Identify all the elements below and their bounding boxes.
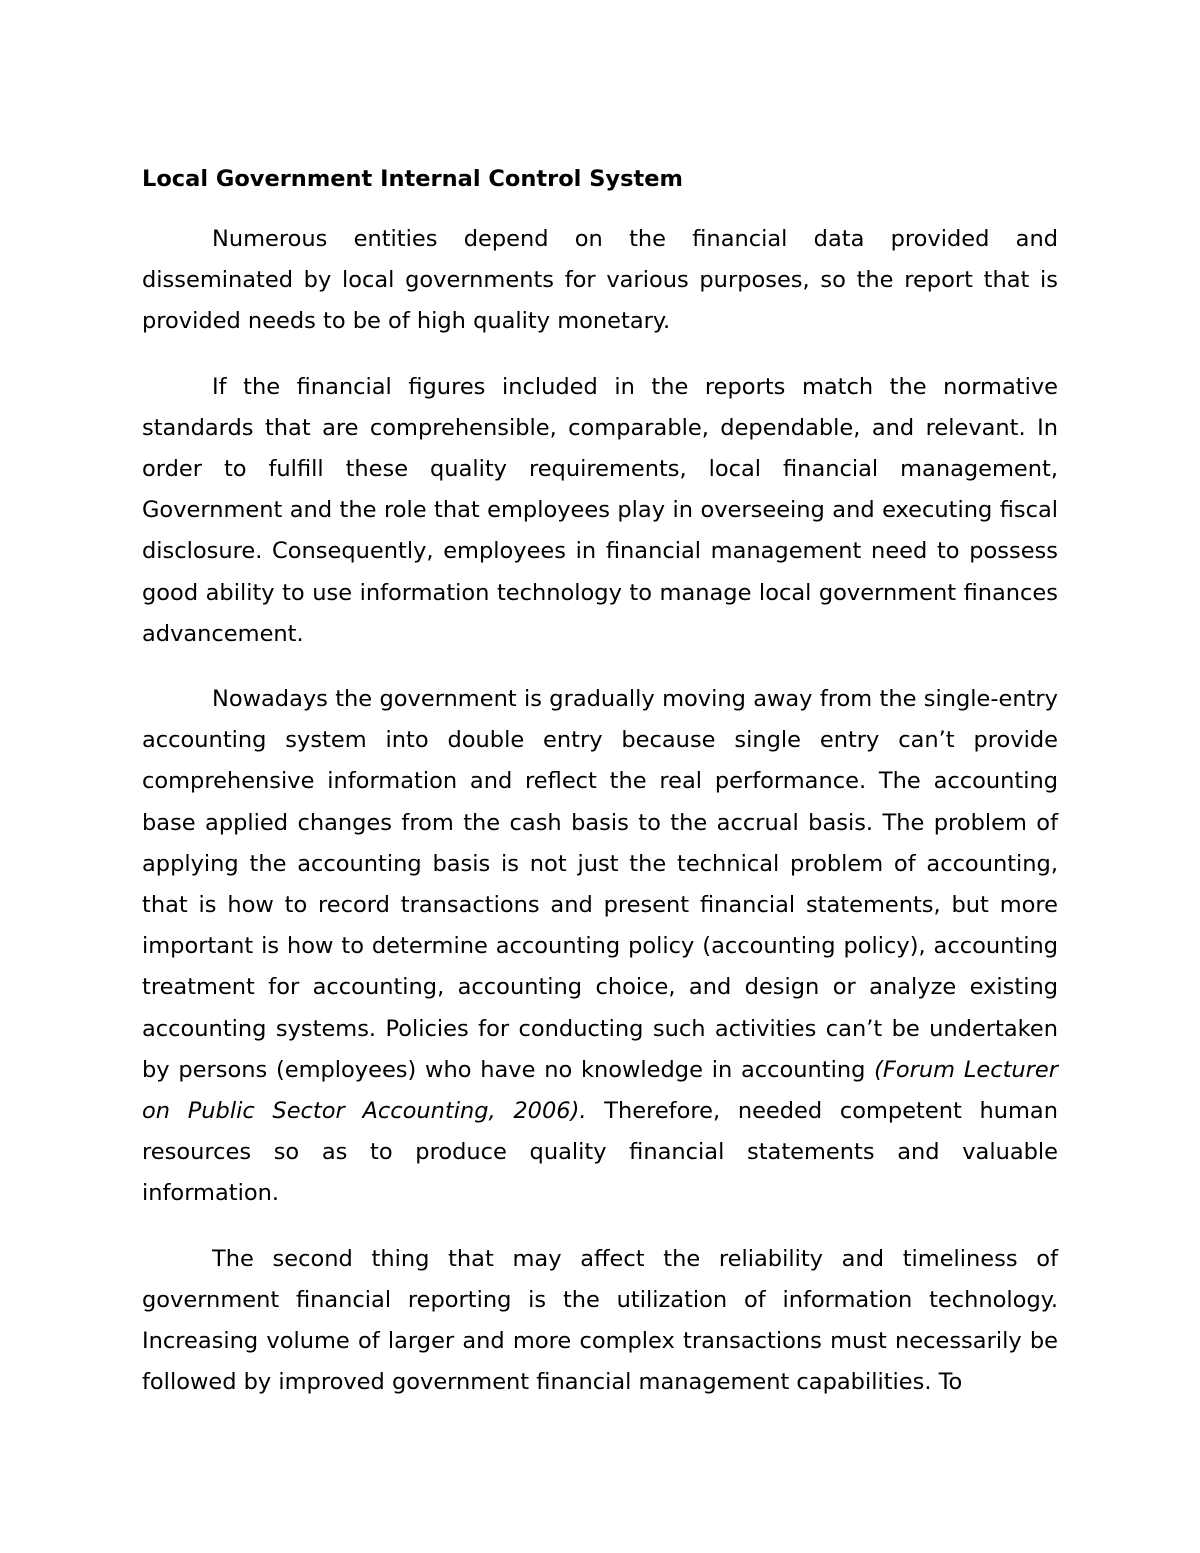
document-body [142,163,1058,1403]
paragraph-3-text-before-citation: Nowadays the government is gradually moving away from the single-entry accounting system into double entry because single entry can’t provide comprehensive information and reflect the real performance. The accounting base applied changes from the cash basis to the accrual basis. The problem of applying the accounting basis is not just the technical problem of accounting, that is how to record transactions and present financial statements, but more important is how to determine accounting policy (accounting policy), accounting treatment for accounting, accounting choice, and design or analyze existing accounting systems. Policies for conducting such activities can’t be undertaken by persons (employees) who have no knowledge in accounting [142,686,1058,1083]
citation: (Forum Lecturer on Public Sector Accounting, 2006). [142,1056,1059,1125]
paragraph-2: If the financial figures included in the reports match the normative standards that are comprehensible, comparable, dependable, and relevant. In order to fulfill these quality requirements, local financial management, Government and the role that employees play in overseeing and executing fiscal disclosure. Consequently, employees in financial management need to possess good ability to use information technology to manage local government finances advancement. [142,373,1058,647]
paragraph-1: Numerous entities depend on the financial data provided and disseminated by local governments for various purposes, so the report that is provided needs to be of high quality monetary. [142,226,1058,335]
paragraph-4: The second thing that may affect the reliability and timeliness of government financial reporting is the utilization of information technology. Increasing volume of larger and more complex transactions must necessarily be followed by improved government financial management capabilities. To [142,1245,1058,1396]
document-title: Local Government Internal Control System [142,166,683,192]
paragraph-3 [142,679,1058,1215]
paragraph-3-text-after-citation: Therefore, needed competent human resources so as to produce quality financial statements and valuable information. [142,1098,1058,1207]
